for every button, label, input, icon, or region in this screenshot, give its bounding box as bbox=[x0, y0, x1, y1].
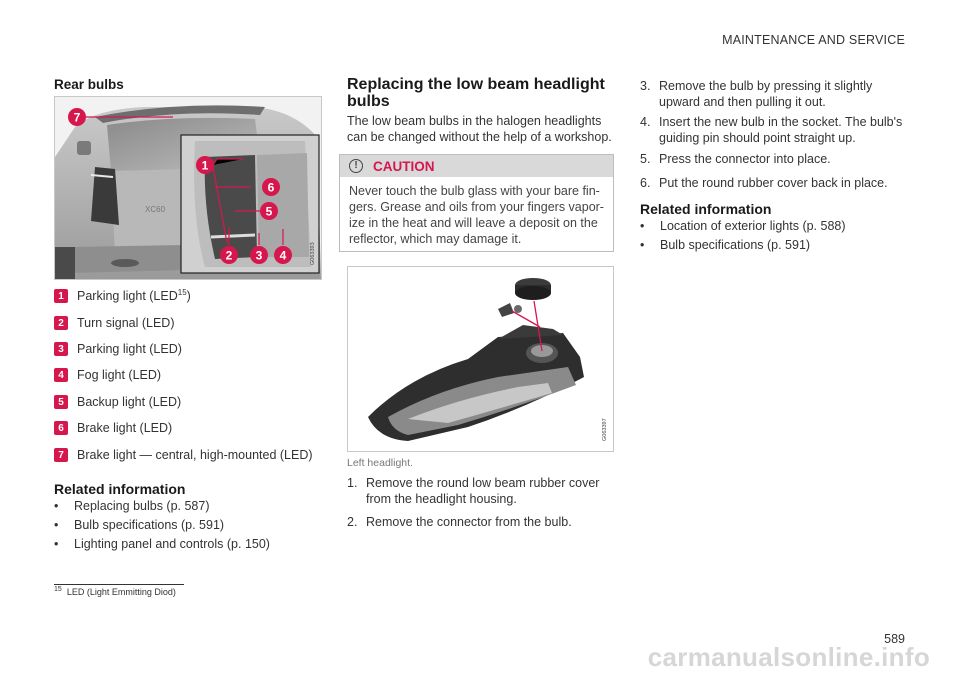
svg-text:4: 4 bbox=[279, 248, 287, 263]
legend-label: Fog light (LED) bbox=[77, 368, 162, 382]
legend-badge: 6 bbox=[54, 421, 68, 435]
legend-label: Turn signal (LED) bbox=[77, 316, 175, 330]
step-4: 4. Insert the new bulb in the socket. The bulb's guiding pin should point straight up. bbox=[640, 115, 903, 145]
warning-icon: ! bbox=[349, 159, 363, 173]
step-6: 6. Put the round rubber cover back in place. bbox=[640, 176, 888, 190]
rear-figure-code: G063393 bbox=[310, 242, 316, 265]
caution-label: CAUTION bbox=[373, 158, 435, 174]
legend-item-5 bbox=[54, 395, 181, 409]
legend-badge: 4 bbox=[54, 368, 68, 382]
caution-header bbox=[340, 155, 613, 177]
running-header: MAINTENANCE AND SERVICE bbox=[722, 33, 905, 47]
legend-badge: 2 bbox=[54, 316, 68, 330]
headlight-figure bbox=[347, 266, 614, 452]
legend-badge: 5 bbox=[54, 395, 68, 409]
legend-item-3 bbox=[54, 342, 182, 356]
related-link[interactable]: • Replacing bulbs (p. 587) bbox=[54, 499, 210, 513]
rear-bulbs-figure bbox=[54, 96, 322, 280]
related-link[interactable]: • Bulb specifications (p. 591) bbox=[54, 518, 225, 532]
footnote: $^{15}$ LED (Light Emmitting Diod) bbox=[54, 586, 176, 597]
bullet: • bbox=[54, 537, 59, 551]
caution-box bbox=[339, 154, 614, 252]
related-link[interactable]: • Location of exterior lights (p. 588) bbox=[640, 219, 846, 233]
callout-1 bbox=[196, 156, 214, 174]
legend-item-4 bbox=[54, 368, 161, 382]
svg-text:1: 1 bbox=[201, 158, 209, 173]
related-info-title-right: Related information bbox=[640, 201, 772, 217]
legend-badge: 1 bbox=[54, 289, 68, 303]
step-1: 1. Remove the round low beam rubber cover from the headlight housing. bbox=[347, 476, 600, 506]
callout-5 bbox=[260, 202, 278, 220]
step-2: 2. Remove the connector from the bulb. bbox=[347, 515, 572, 529]
svg-text:5: 5 bbox=[265, 204, 273, 219]
related-link[interactable]: • Lighting panel and controls (p. 150) bbox=[54, 537, 270, 551]
legend-item-1 bbox=[54, 289, 191, 303]
related-info-title-left: Related information bbox=[54, 481, 186, 497]
svg-text:7: 7 bbox=[73, 110, 81, 125]
svg-text:2: 2 bbox=[225, 248, 233, 263]
related-link[interactable]: • Bulb specifications (p. 591) bbox=[640, 238, 811, 252]
bullet: • bbox=[54, 499, 59, 513]
legend-item-6 bbox=[54, 421, 172, 435]
bullet: • bbox=[54, 518, 59, 532]
low-beam-intro: The low beam bulbs in the halogen headlights can be changed without the help of a workshop. bbox=[347, 114, 612, 144]
bullet: • bbox=[640, 219, 645, 233]
headlight-illustration bbox=[348, 267, 613, 451]
low-beam-title: Replacing the low beam headlight bulbs bbox=[347, 76, 605, 110]
callout-3 bbox=[250, 246, 268, 264]
svg-text:3: 3 bbox=[255, 248, 263, 263]
footnote-divider bbox=[54, 584, 184, 585]
callout-4 bbox=[274, 246, 292, 264]
svg-text:XC60: XC60 bbox=[145, 205, 166, 214]
step-5: 5. Press the connector into place. bbox=[640, 152, 831, 166]
callout-6 bbox=[262, 178, 280, 196]
legend-item-2 bbox=[54, 316, 175, 330]
legend-item-7 bbox=[54, 448, 313, 462]
legend-label: Brake light — central, high-mounted (LED) bbox=[77, 448, 313, 462]
legend-badge: 7 bbox=[54, 448, 68, 462]
legend-label: Parking light (LED) bbox=[77, 342, 182, 356]
callout-2 bbox=[220, 246, 238, 264]
footnote-ref[interactable]: 15 bbox=[177, 287, 187, 297]
headlight-figure-code: G063397 bbox=[602, 418, 608, 441]
legend-label: Brake light (LED) bbox=[77, 421, 173, 435]
legend-label: Parking light (LED$^{15}$) bbox=[77, 287, 191, 303]
step-3: 3. Remove the bulb by pressing it slightly upward and then pulling it out. bbox=[640, 79, 873, 109]
caution-text: Never touch the bulb glass with your bare fin-gers. Grease and oils from your fingers vapor-ize in the heat and will leave a deposit on the reflector, which may damage it. bbox=[349, 184, 604, 246]
callout-7 bbox=[68, 108, 86, 126]
page-number: 589 bbox=[884, 632, 905, 646]
svg-text:6: 6 bbox=[267, 180, 275, 195]
figure-caption: Left headlight. bbox=[347, 457, 413, 469]
watermark: carmanualsonline.info bbox=[647, 642, 930, 672]
bullet: • bbox=[640, 238, 645, 252]
legend-label: Backup light (LED) bbox=[77, 395, 182, 409]
rear-bulbs-title: Rear bulbs bbox=[54, 77, 124, 92]
car-rear-illustration bbox=[55, 97, 321, 279]
legend-badge: 3 bbox=[54, 342, 68, 356]
